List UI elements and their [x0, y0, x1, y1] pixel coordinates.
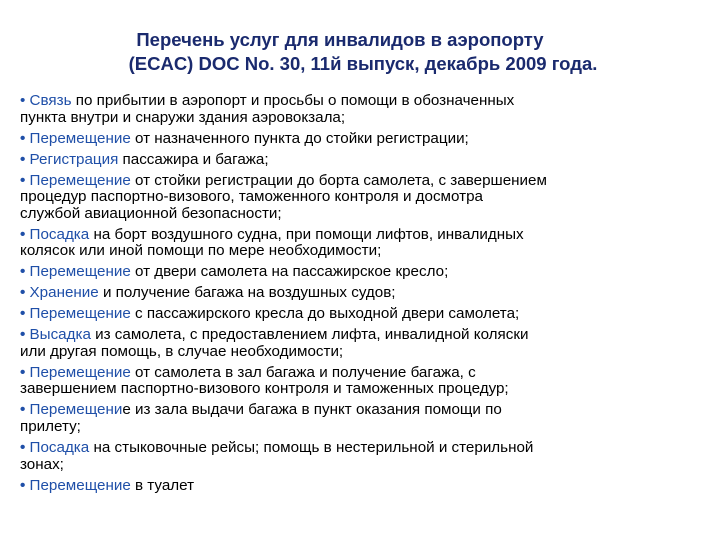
- service-description: и получение багажа на воздушных судов;: [98, 284, 396, 302]
- bullet-icon: •: [20, 92, 30, 109]
- title-line-2: (ECAC) DOC No. 30, 11й выпуск, декабрь 2009 года.: [128, 53, 598, 74]
- service-name: Посадка: [29, 438, 90, 456]
- list-item: [20, 264, 700, 281]
- list-item: [20, 285, 700, 302]
- service-description: от двери самолета на пассажирское кресло;: [130, 263, 449, 281]
- service-description: по прибытии в аэропорт и просьбы о помощи в обозначенных пункта внутри и снаружи здания аэровокзала;: [20, 92, 515, 126]
- service-description: от назначенного пункта до стойки регистрации;: [130, 129, 469, 147]
- service-name: Регистрация: [29, 150, 119, 168]
- service-description: е из зала выдачи багажа в пункт оказания помощи по прилету;: [20, 401, 502, 435]
- bullet-icon: •: [20, 438, 30, 456]
- bullet-icon: •: [20, 305, 30, 323]
- service-name: Хранение: [29, 284, 99, 302]
- list-item: [20, 402, 700, 435]
- list-item: [20, 93, 700, 126]
- bullet-icon: •: [20, 476, 30, 494]
- list-item: [20, 152, 700, 169]
- title-line-1: Перечень услуг для инвалидов в аэропорту: [136, 29, 544, 50]
- service-name: Перемещение: [29, 263, 131, 281]
- list-item: [20, 306, 700, 323]
- service-description: на борт воздушного судна, при помощи лифтов, инвалидных колясок или иной помощи по мере необходимости;: [20, 225, 524, 260]
- bullet-icon: •: [20, 129, 30, 147]
- bullet-icon: •: [20, 284, 30, 302]
- list-item: [20, 173, 700, 223]
- bullet-icon: •: [20, 225, 30, 243]
- service-description: с пассажирского кресла до выходной двери самолета;: [130, 305, 520, 323]
- bullet-icon: •: [20, 171, 30, 189]
- bullet-icon: •: [20, 401, 30, 419]
- service-description: пассажира и багажа;: [118, 150, 269, 168]
- service-name: Высадка: [29, 326, 91, 344]
- service-name: Перемещение: [29, 129, 131, 147]
- bullet-icon: •: [20, 263, 30, 281]
- service-name: Связь: [29, 92, 72, 109]
- list-item: [20, 365, 700, 398]
- list-item: [20, 440, 700, 473]
- list-item: [20, 327, 700, 360]
- list-item: [20, 478, 700, 495]
- service-description: в туалет: [130, 476, 195, 494]
- service-name: Перемещени: [29, 401, 123, 419]
- service-name: Перемещение: [29, 363, 131, 381]
- service-name: Перемещение: [29, 476, 131, 494]
- list-item: [20, 227, 700, 260]
- service-name: Перемещение: [29, 305, 131, 323]
- service-description: от самолета в зал багажа и получение багажа, с завершением паспортно-визового контроля и таможенных процедур;: [20, 363, 509, 398]
- bullet-icon: •: [20, 326, 30, 344]
- service-name: Перемещение: [29, 171, 131, 189]
- bullet-icon: •: [20, 150, 30, 168]
- service-description: из самолета, с предоставлением лифта, инвалидной коляски или другая помощь, в случае необходимости;: [20, 326, 529, 360]
- service-description: на стыковочные рейсы; помощь в нестерильной и стерильной зонах;: [20, 438, 534, 473]
- services-list: [20, 93, 700, 499]
- list-item: [20, 131, 700, 148]
- bullet-icon: •: [20, 363, 30, 381]
- service-description: от стойки регистрации до борта самолета, с завершением процедур паспортно-визового, таможенного контроля и досмотра службой авиационной безопасности;: [20, 171, 547, 222]
- slide-title: [0, 28, 720, 76]
- service-name: Посадка: [29, 225, 90, 243]
